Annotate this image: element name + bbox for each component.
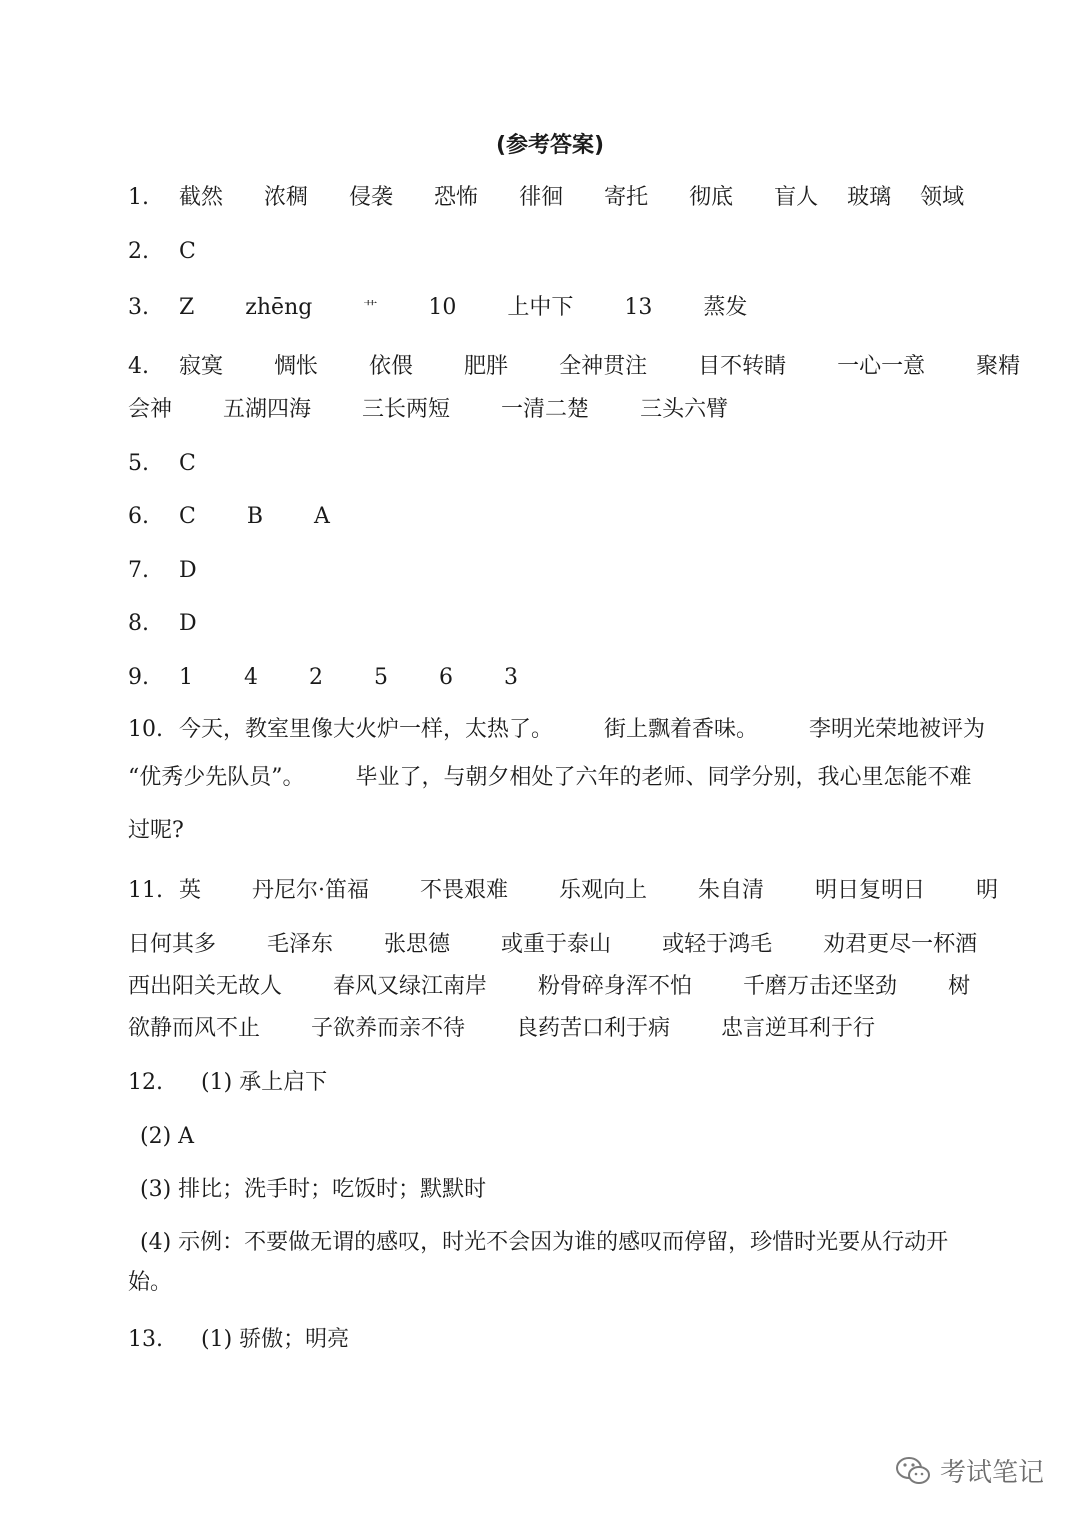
answer-item: 英 <box>179 878 202 903</box>
answer-11-cont3 <box>128 1014 875 1044</box>
answer-10-end <box>128 816 184 846</box>
answer-item: 寄托 <box>604 185 649 210</box>
answer-item: 忠言逆耳利于行 <box>721 1016 876 1041</box>
answer-item: 寂寞 <box>179 354 224 379</box>
answer-item: 明 <box>976 878 999 903</box>
answer-item: 1 <box>179 665 193 690</box>
answer-item: “优秀少先队员”。 <box>128 765 305 790</box>
answer-item: 2 <box>309 665 323 690</box>
answer-7: 7. D <box>128 556 197 586</box>
watermark-text: 考试笔记 <box>939 1458 1044 1488</box>
answer-item: 或轻于鸿毛 <box>662 932 773 957</box>
answer-item: C <box>179 451 196 476</box>
wechat-icon <box>894 1454 932 1488</box>
answer-item: 张思德 <box>384 932 451 957</box>
answer-8: 8. D <box>128 609 197 639</box>
answer-4: 4. 寂寞 惆怅 依偎 肥胖 全神贯注 目不转睛 一心一意 聚精 <box>128 352 1020 382</box>
answer-item: 毕业了，与朝夕相处了六年的老师、同学分别，我心里怎能不难 <box>355 765 972 790</box>
answer-11-cont2 <box>128 972 970 1002</box>
answer-item: 浓稠 <box>264 185 309 210</box>
answer-item: 6 <box>439 665 453 690</box>
answer-item: 不畏艰难 <box>420 878 509 903</box>
answer-item: 13 <box>624 295 653 320</box>
answer-item: 艹 <box>363 300 378 316</box>
answer-item: C <box>179 504 196 529</box>
page-title: (参考答案) <box>495 133 605 158</box>
answer-item: (1) 承上启下 <box>201 1070 328 1095</box>
answer-2: 2. C <box>128 237 196 267</box>
answer-item: 今天，教室里像大火炉一样，太热了。 <box>179 717 554 742</box>
answer-item: 3 <box>504 665 518 690</box>
answer-item: 会神 <box>128 397 173 422</box>
answer-item: 始。 <box>128 1270 173 1295</box>
answer-item: 10 <box>428 295 457 320</box>
answer-3: 3. Z zhēng 艹 10 上中下 13 蒸发 <box>128 293 747 323</box>
answer-12-4-cont <box>128 1268 172 1298</box>
answer-item: D <box>179 558 197 583</box>
answer-item: 乐观向上 <box>559 878 648 903</box>
answer-item: 千磨万击还坚劲 <box>743 974 898 999</box>
answer-10-cont <box>128 763 972 793</box>
answer-item: zhēng <box>245 295 313 320</box>
answer-item: 依偎 <box>369 354 414 379</box>
answer-12: 12. (1) 承上启下 <box>128 1068 327 1098</box>
answer-item: B <box>246 504 264 529</box>
answer-item: 5 <box>374 665 388 690</box>
answer-item: 玻璃 <box>847 185 892 210</box>
answer-11-cont <box>128 930 977 960</box>
answer-item: 上中下 <box>507 295 574 320</box>
answer-item: 侵袭 <box>349 185 394 210</box>
answer-item: (2) A <box>140 1124 195 1149</box>
answer-9: 9. 1 4 2 5 6 3 <box>128 663 518 693</box>
answer-item: 朱自清 <box>698 878 765 903</box>
answer-item: 一清二楚 <box>501 397 590 422</box>
answer-item: 盲人 <box>774 185 819 210</box>
answer-item: 蒸发 <box>703 295 748 320</box>
answer-item: 截然 <box>179 185 224 210</box>
answer-item: 肥胖 <box>464 354 509 379</box>
answer-item: C <box>179 239 196 264</box>
answer-item: Z <box>179 295 195 320</box>
answer-item: 惆怅 <box>274 354 319 379</box>
answer-item: A <box>314 504 330 529</box>
answer-item: 过呢? <box>128 818 184 843</box>
answer-item: 全神贯注 <box>559 354 648 379</box>
answer-item: 4 <box>244 665 258 690</box>
answer-item: 聚精 <box>976 354 1021 379</box>
answer-item: 五湖四海 <box>223 397 312 422</box>
answer-item: 子欲养而亲不待 <box>311 1016 466 1041</box>
answer-6: 6. C B A <box>128 502 330 532</box>
answer-item: 日何其多 <box>128 932 217 957</box>
answer-1: 1. 截然 浓稠 侵袭 恐怖 徘徊 寄托 彻底 盲人 玻璃 领域 <box>128 183 964 213</box>
answer-11: 11. 英 丹尼尔·笛福 不畏艰难 乐观向上 朱自清 明日复明日 明 <box>128 876 998 906</box>
answer-item: 劝君更尽一杯酒 <box>823 932 978 957</box>
answer-item: 或重于泰山 <box>501 932 612 957</box>
answer-item: D <box>179 611 197 636</box>
watermark <box>894 1452 1044 1489</box>
answer-item: 三长两短 <box>362 397 451 422</box>
answer-item: (4) 示例：不要做无谓的感叹，时光不会因为谁的感叹而停留，珍惜时光要从行动开 <box>140 1230 949 1255</box>
answer-item: 街上飘着香味。 <box>604 717 759 742</box>
answer-item: (3) 排比；洗手时；吃饭时；默默时 <box>140 1177 487 1202</box>
answer-item: (1) 骄傲；明亮 <box>201 1327 350 1352</box>
answer-item: 恐怖 <box>434 185 479 210</box>
answer-12-2 <box>140 1122 194 1152</box>
answer-5: 5. C <box>128 449 196 479</box>
answer-item: 彻底 <box>689 185 734 210</box>
answer-item: 树 <box>948 974 971 999</box>
answer-item: 西出阳关无故人 <box>128 974 283 999</box>
answer-item: 毛泽东 <box>267 932 334 957</box>
answer-10: 10. 今天，教室里像大火炉一样，太热了。 街上飘着香味。 李明光荣地被评为 <box>128 715 985 745</box>
answer-12-4 <box>140 1228 948 1258</box>
answer-item: 三头六臂 <box>640 397 729 422</box>
answer-item: 欲静而风不止 <box>128 1016 261 1041</box>
answer-item: 一心一意 <box>837 354 926 379</box>
answer-item: 徘徊 <box>519 185 564 210</box>
answer-item: 李明光荣地被评为 <box>809 717 986 742</box>
answer-item: 良药苦口利于病 <box>516 1016 671 1041</box>
answer-13: 13. (1) 骄傲；明亮 <box>128 1325 349 1355</box>
answer-item: 目不转睛 <box>698 354 787 379</box>
answer-4-cont <box>128 395 728 425</box>
answer-item: 领域 <box>920 185 965 210</box>
answer-item: 粉骨碎身浑不怕 <box>538 974 693 999</box>
answer-item: 明日复明日 <box>815 878 926 903</box>
answer-12-3 <box>140 1175 486 1205</box>
answer-item: 春风又绿江南岸 <box>333 974 488 999</box>
answer-item: 丹尼尔·笛福 <box>252 878 370 903</box>
